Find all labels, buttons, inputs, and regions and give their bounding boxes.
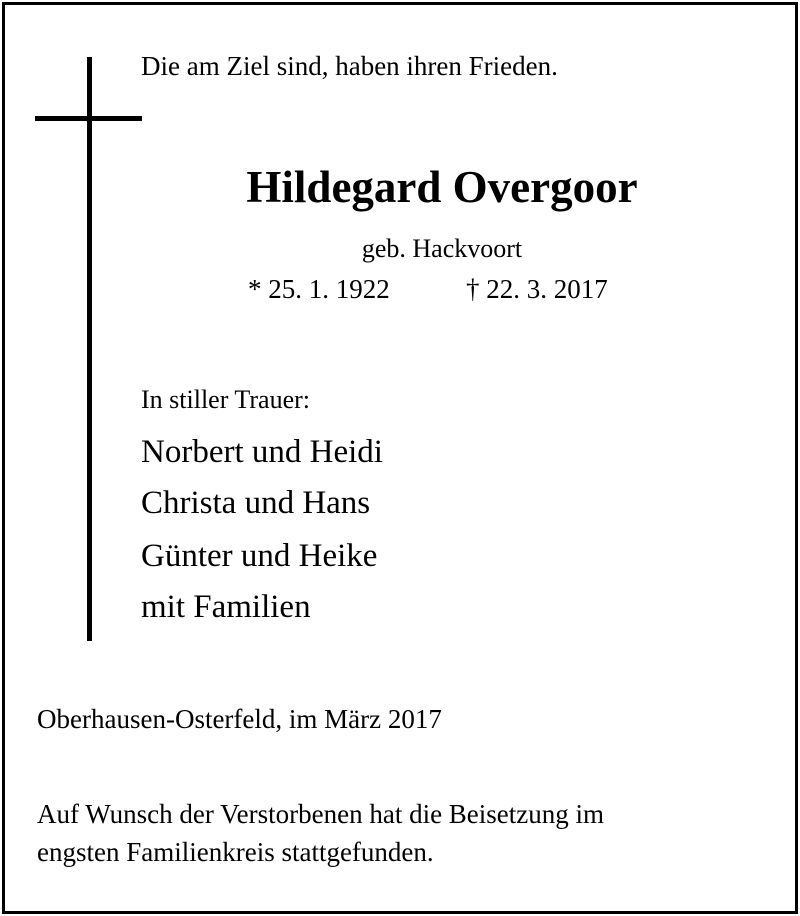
obituary-border (2, 2, 798, 914)
cross-icon (87, 57, 92, 641)
motto: Die am Ziel sind, haben ihren Frieden. (141, 51, 558, 81)
mourner-name: Norbert und Heidi (141, 434, 383, 470)
burial-note (37, 795, 737, 871)
burial-note-line: engsten Familienkreis stattgefunden. (37, 837, 434, 867)
place-date: Oberhausen-Osterfeld, im März 2017 (37, 704, 442, 734)
birth-name: geb. Hackvoort (361, 234, 523, 263)
mourning-heading: In stiller Trauer: (141, 385, 310, 414)
death-date: † 22. 3. 2017 (466, 274, 608, 304)
mourner-name: Christa und Hans (141, 485, 371, 521)
cross-icon-bar (35, 116, 142, 121)
mourner-name: mit Familien (141, 589, 311, 625)
birth-date: * 25. 1. 1922 (248, 274, 390, 304)
mourner-name: Günter und Heike (141, 538, 378, 574)
burial-note-line: Auf Wunsch der Verstorbenen hat die Beisetzung im (37, 799, 605, 829)
deceased-name: Hildegard Overgoor (246, 162, 638, 212)
